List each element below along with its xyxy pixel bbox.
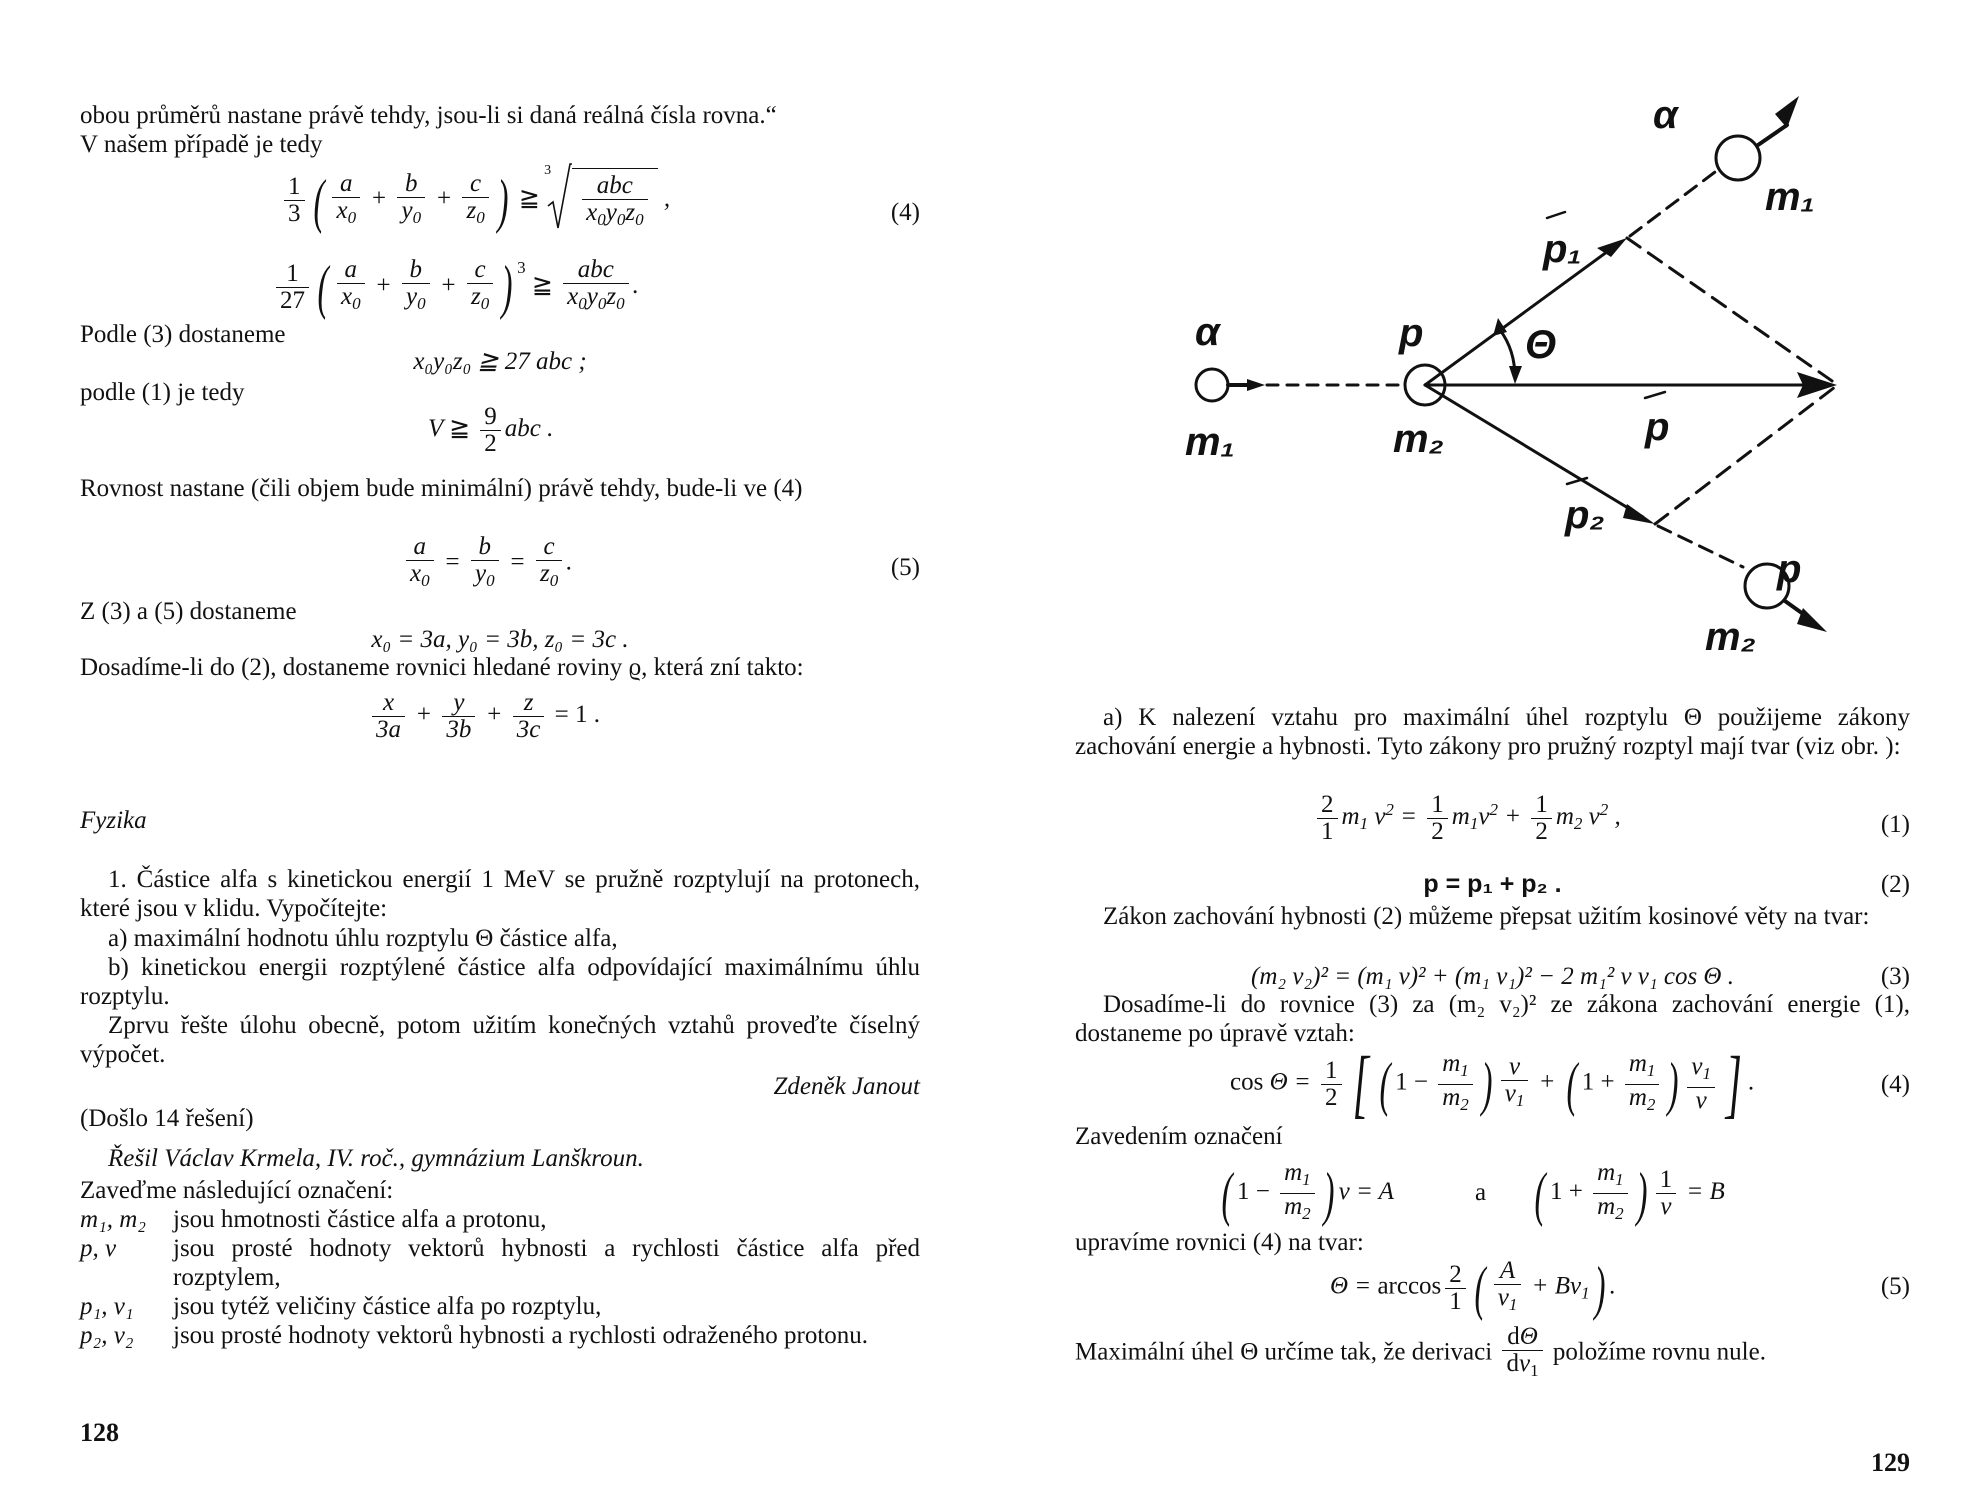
arrow-head <box>1247 379 1265 391</box>
vector-bar <box>1645 392 1665 398</box>
left-page <box>80 0 920 1500</box>
alpha-particle-circle <box>1196 369 1228 401</box>
arrow-head <box>1623 504 1655 524</box>
paragraph: Zprvu řešte úlohu obecně, potom užitím konečných vztahů proveďte číselný výpočet. <box>80 1012 920 1068</box>
equation-number: (5) <box>890 554 920 581</box>
text-line: Zaveďme následující označení: <box>80 1177 394 1204</box>
equation-5: Θ = arccos $\frac{2}{1}$ ( $\frac{A}{v_1}$ + $Bv_1$) . <box>1330 1255 1616 1321</box>
definition-B: ( 1 + $\frac{m_1}{m_2}$ ) $\frac{1}{v}$ = B <box>1534 1159 1725 1227</box>
scattering-diagram <box>1075 0 1910 680</box>
velocity-arrow <box>1758 125 1787 145</box>
equation-5: $\frac{a}{x_0}$ = $\frac{b}{y_0}$ = $\frac{c}{z_0}$ . <box>402 534 572 594</box>
equation: x₀y₀z₀ ≧ 27 abc ; <box>413 348 587 375</box>
sqrt-sign <box>546 162 572 232</box>
label-alpha-out: α <box>1653 93 1678 137</box>
label-theta: Θ <box>1525 323 1557 367</box>
label-m2: m₂ <box>1393 417 1444 461</box>
solver: Řešil Václav Krmela, IV. roč., gymnázium Lanškroun. <box>108 1145 644 1172</box>
page-number: 128 <box>80 1418 119 1447</box>
text-line: Zavedením označení <box>1075 1123 1283 1150</box>
paragraph: Rovnost nastane (čili objem bude minimální) právě tehdy, bude-li ve (4) <box>80 475 803 502</box>
equation-4: cos Θ = $\frac{1}{2}$ [ ( 1 − $\frac{m_1}{m_2}$ ) $\frac{v}{v_1}$ + ( 1 + $\frac{m_1}{m_2}$ ) $\frac{v_1}{v}$ ] . <box>1230 1042 1755 1126</box>
equation-number: (4) <box>890 199 920 226</box>
label-p-out: p <box>1777 547 1802 591</box>
text-line: V našem případě je tedy <box>80 131 323 158</box>
definition-A: ( 1 − $\frac{m_1}{m_2}$ ) v = A <box>1221 1159 1394 1227</box>
text-line: Z (3) a (5) dostaneme <box>80 598 297 625</box>
paragraph: Dosadíme-li do rovnice (3) za (m₂ v₂)² ze zákona zachování energie (1), dostaneme po úpravě vztah: <box>1075 991 1910 1047</box>
paragraph: a) K nalezení vztahu pro maximální úhel rozptylu Θ použijeme zákony zachování energie a hybnosti. Tyto zákony pro pružný rozptyl mají tvar (viz obr. ): <box>1075 704 1910 760</box>
dashed-line <box>1630 172 1715 236</box>
label-p: p <box>1399 311 1424 355</box>
definition-item: p₂, v₂ jsou prosté hodnoty vektorů hybnosti a rychlosti odraženého protonu. <box>80 1322 869 1349</box>
vector-p1-line <box>1425 246 1615 385</box>
equation-volume: V ≧ $\frac{9}{2}$ abc . <box>428 403 554 457</box>
arrow-head <box>1775 96 1799 128</box>
paragraph: 1. Částice alfa s kinetickou energií 1 MeV se pružně rozptylují na protonech, které jsou v klidu. Vypočítejte: <box>80 866 920 922</box>
author: Zdeněk Janout <box>773 1073 920 1100</box>
equation-number: (4) <box>1880 1071 1910 1098</box>
dashed-line <box>1658 526 1743 567</box>
equation-plane: $\frac{x}{3a}$ + $\frac{y}{3b}$ + $\frac{z}{3c}$ = 1 . <box>368 690 600 743</box>
dashed-line <box>1655 387 1835 524</box>
text-line: (Došlo 14 řešení) <box>80 1105 254 1132</box>
label-m1-out: m₁ <box>1765 175 1815 219</box>
equation-number: (3) <box>1880 963 1910 990</box>
label-vec-p: p <box>1645 405 1670 449</box>
vector-p2-line <box>1425 385 1643 517</box>
label-vec-p2: p₂ <box>1565 493 1605 537</box>
section-heading: Fyzika <box>80 807 147 834</box>
text-line: podle (1) je tedy <box>80 379 245 406</box>
text-line: Podle (3) dostaneme <box>80 321 286 348</box>
text-line: a) maximální hodnotu úhlu rozptylu Θ částice alfa, <box>108 925 618 952</box>
vector-bar <box>1547 212 1565 218</box>
page-number: 129 <box>1871 1448 1910 1477</box>
dashed-line <box>1627 238 1835 383</box>
equation-4b: $\frac{1}{27}$ ( $\frac{a}{x_0}$ + $\frac{b}{y_0}$ + $\frac{c}{z_0}$ ) $^3$ ≧ $\frac{\text{abc}}{x_0y_0z_0}$ . <box>272 253 639 317</box>
definition-item: p, v jsou prosté hodnoty vektorů hybnosti a rychlosti částice alfa před rozptylem, <box>80 1235 920 1291</box>
equation: x₀ = 3a, y₀ = 3b, z₀ = 3c . <box>371 626 629 653</box>
equation-1: $\frac{2}{1}$ $m_1$ $v^2$ = $\frac{1}{2}$ $m_1v^2$ + $\frac{1}{2}$ $m_2$ $v^2$ , <box>1313 792 1621 845</box>
label-alpha-in: α <box>1195 310 1220 354</box>
maximum-condition: Maximální úhel Θ určíme tak, že derivaci $\frac{d\Theta}{dv_1}$ položíme rovnu nule. <box>1075 1323 1766 1380</box>
paragraph: Zákon zachování hybnosti (2) můžeme přepsat užitím kosinové věty na tvar: <box>1103 903 1870 930</box>
equation-number: (2) <box>1880 871 1910 898</box>
definition-item: m₁, m₂ jsou hmotnosti částice alfa a protonu, <box>80 1206 547 1233</box>
equation-number: (5) <box>1880 1273 1910 1300</box>
text-line: upravíme rovnici (4) na tvar: <box>1075 1229 1364 1256</box>
text-line: obou průměrů nastane právě tehdy, jsou-li si daná reálná čísla rovna.“ <box>80 102 777 129</box>
label-vec-p1: p₁ <box>1543 227 1582 271</box>
label-m2-out: m₂ <box>1705 615 1756 659</box>
scattered-alpha-circle <box>1716 136 1760 180</box>
arrow-head <box>1509 366 1522 384</box>
equation-3: (m₂ v₂)² = (m₁ v)² + (m₁ v₁)² − 2 m₁² v v₁ cos Θ . <box>1251 963 1734 990</box>
equation-number: (1) <box>1880 811 1910 838</box>
conjunction: a <box>1475 1179 1487 1206</box>
definition-item: p₁, v₁ jsou tytéž veličiny částice alfa po rozptylu, <box>80 1293 602 1320</box>
equation-4a: $\frac{1}{3}$ ( $\frac{a}{x_0}$ + $\frac{b}{y_0}$ + $\frac{c}{z_0}$ ) ≧ 3 $\frac{\text{abc}}{x_0y_0z_0}$ , <box>280 168 670 233</box>
right-page <box>1075 0 1910 1500</box>
paragraph: b) kinetickou energii rozptýlené částice alfa odpovídající maximálnímu úhlu rozptylu. <box>80 954 920 1010</box>
text-line: Dosadíme-li do (2), dostaneme rovnici hledané roviny ϱ, která zní takto: <box>80 654 804 681</box>
label-m1-in: m₁ <box>1185 420 1235 464</box>
arrow-head <box>1797 372 1837 398</box>
root-index: 3 <box>544 163 552 178</box>
equation-2: p = p₁ + p₂ . <box>1423 870 1562 898</box>
